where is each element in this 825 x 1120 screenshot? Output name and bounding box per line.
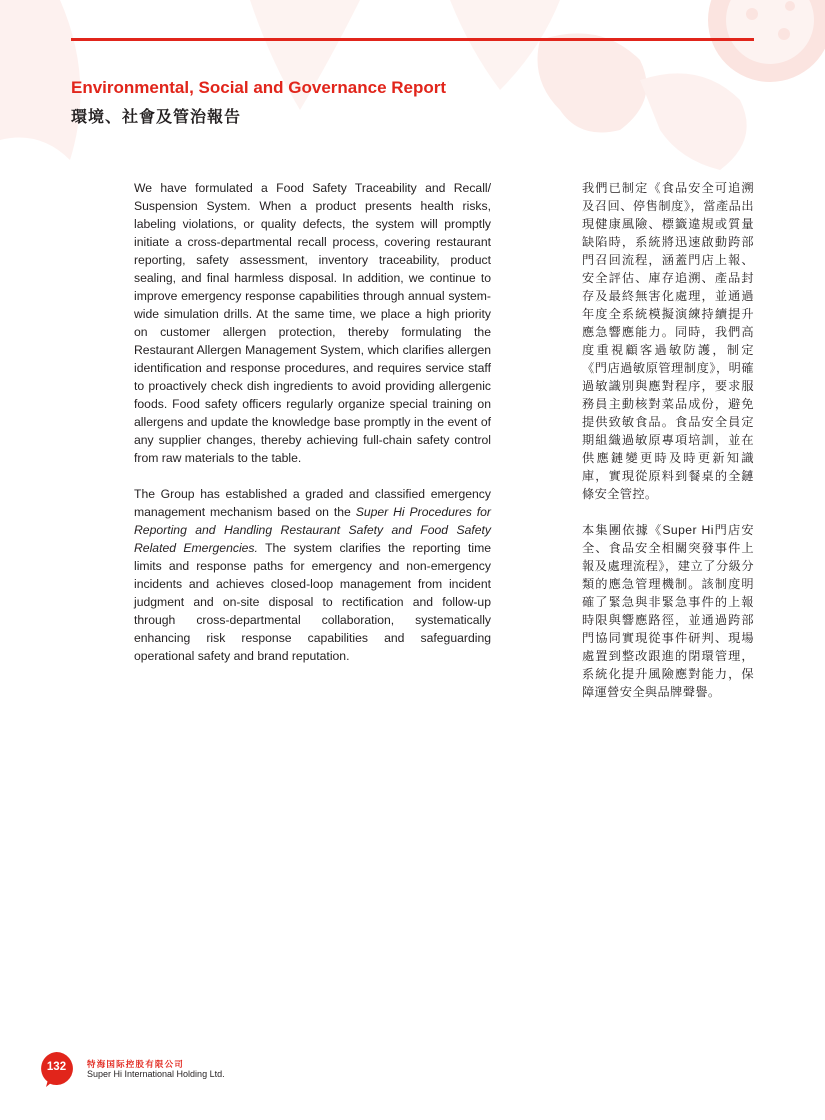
english-paragraph-2: [134, 485, 491, 665]
report-title-en: Environmental, Social and Governance Report: [71, 78, 447, 97]
company-name-en: Super Hi International Holding Ltd.: [87, 1069, 225, 1079]
english-column: [134, 179, 491, 683]
procedure-title-italic: Super Hi Procedures for Reporting and Handling Restaurant Safety and Food Safety Related Emergencies.: [134, 505, 491, 555]
chinese-paragraph-1: 我們已制定《食品安全可追溯及召回、停售制度》，當產品出現健康風險、標籤違規或質量缺陷時，系統將迅速啟動跨部門召回流程，涵蓋門店上報、安全評估、庫存追溯、產品封存及最終無害化處理，並通過年度全系統模擬演練持續提升應急響應能力。同時，我們高度重視顧客過敏防護，制定《門店過敏原管理制度》，明確過敏識別與應對程序，要求服務員主動核對菜品成份，避免提供致敏食品。食品安全員定期組織過敏原專項培訓，並在供應鏈變更時及時更新知識庫，實現從原料到餐桌的全鏈條安全管控。: [582, 181, 754, 501]
english-paragraph-2-text: The Group has established a graded and classified emergency management mechanism based on the: [134, 487, 491, 519]
english-paragraph-1: We have formulated a Food Safety Traceability and Recall/ Suspension System. When a product presents health risks, labeling violations, or quality defects, the system will promptly initiate a cross-departmental recall process, covering restaurant reporting, safety assessment, inventory traceability, product sealing, and final harmless disposal. In addition, we continue to improve emergency response capabilities through annual system-wide simulation drills. At the same time, we place a high priority on customer allergen protection, thereby formulating the Restaurant Allergen Management System, which clarifies allergen identification and response procedures, and requires service staff to proactively check dish ingredients to avoid providing allergenic foods. Food safety officers regularly organize special training on allergens and update the knowledge base promptly in the event of any supplier changes, thereby achieving full-chain safety control from raw materials to the table.: [134, 181, 491, 465]
chinese-paragraph-2: 本集團依據《Super Hi門店安全、食品安全相關突發事件上報及處理流程》，建立了分級分類的應急管理機制。該制度明確了緊急與非緊急事件的上報時限與響應路徑，並通過跨部門協同實現從事件研判、現場處置到整改跟進的閉環管理，系統化提升風險應對能力，保障運營安全與品牌聲譽。: [582, 523, 754, 699]
header-rule: [71, 38, 754, 41]
page-number-badge: [40, 1052, 73, 1085]
background-decoration: [0, 0, 825, 200]
report-title-zh: 環境、社會及管治報告: [71, 109, 242, 126]
company-name-zh: 特海国际控股有限公司: [87, 1059, 185, 1069]
page-number: 132: [46, 1061, 67, 1073]
chinese-column: [582, 179, 754, 719]
english-paragraph-2-continued: The system clarifies the reporting time limits and response paths for emergency and non-emergency incidents and achieves closed-loop management from incident judgment and on-site disposal to rectification and follow-up through cross-departmental collaboration, systematically enhancing risk response capabilities and safeguarding operational safety and brand reputation.: [134, 541, 492, 663]
